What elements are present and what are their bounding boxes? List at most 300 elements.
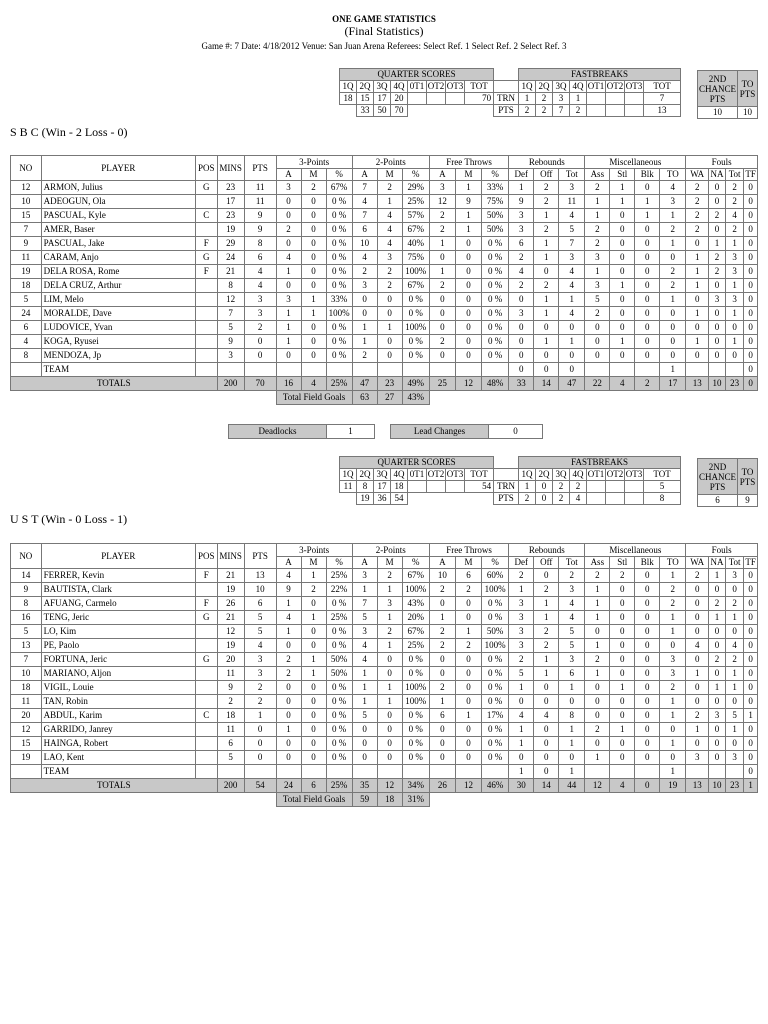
fastbreak-pts [625, 493, 644, 505]
fastbreak-head: OT2 [606, 469, 624, 479]
stat-cell: 1 [377, 639, 402, 653]
stat-cell: 1 [559, 681, 585, 695]
fastbreak-trn: 0 [536, 481, 553, 493]
stat-cell: C [196, 709, 218, 723]
stat-cell: 7 [217, 307, 244, 321]
stat-cell: 7 [11, 223, 42, 237]
stat-cell: 2 [585, 307, 610, 321]
subhead-pct: % [402, 557, 429, 569]
stat-cell: 0 % [402, 349, 429, 363]
stat-cell: 0 [377, 667, 402, 681]
stat-cell: 33% [326, 293, 352, 307]
stat-cell [429, 765, 455, 779]
stat-cell: 0 [429, 667, 455, 681]
total-cell: 25% [326, 377, 352, 391]
stat-cell: 0 [585, 321, 610, 335]
stat-cell: 1 [276, 625, 301, 639]
stat-cell: 50% [482, 223, 509, 237]
stat-cell: 0 [744, 723, 758, 737]
fastbreak-head: OT3 [625, 81, 643, 91]
fastbreak-pts: 13 [644, 105, 681, 117]
stat-cell: 3 [726, 265, 744, 279]
stat-cell: 24 [217, 251, 244, 265]
stat-cell: 1 [455, 625, 481, 639]
subhead-na: NA [709, 169, 726, 181]
stat-cell: 0 % [326, 737, 352, 751]
quarter-score: 18 [340, 93, 357, 105]
stat-cell: 0 [559, 363, 585, 377]
fastbreak-head: TOT [644, 81, 681, 93]
stat-cell [196, 363, 218, 377]
total-cell: 4 [610, 377, 635, 391]
stat-cell: 0 [276, 639, 301, 653]
stat-cell: 0 [429, 293, 455, 307]
stat-cell: 8 [11, 597, 42, 611]
table-row [11, 709, 758, 723]
stat-cell: 1 [377, 195, 402, 209]
stat-cell [196, 667, 218, 681]
stat-cell: 4 [559, 307, 585, 321]
stat-cell: 2 [686, 181, 709, 195]
stat-cell: 5 [585, 293, 610, 307]
stat-cell: 2 [709, 265, 726, 279]
stat-cell: 4 [559, 611, 585, 625]
stat-cell: 2 [585, 569, 610, 583]
total-cell: 48% [482, 377, 509, 391]
stat-cell: 6 [11, 321, 42, 335]
stat-cell: 0 [744, 307, 758, 321]
table-row [11, 625, 758, 639]
stat-cell: 4 [686, 639, 709, 653]
stat-cell: 4 [559, 209, 585, 223]
stat-cell: 0 [429, 751, 455, 765]
stat-cell: 0 [534, 349, 559, 363]
stat-cell: 2 [429, 639, 455, 653]
cumulative-score: 36 [374, 493, 391, 505]
stat-cell: 5 [559, 625, 585, 639]
subhead-ass: Ass [585, 557, 610, 569]
trn-label: TRN [494, 481, 519, 493]
stat-cell: 3 [726, 751, 744, 765]
quarter-score [446, 481, 465, 493]
stat-cell: 2 [709, 251, 726, 265]
stat-cell: 4 [726, 639, 744, 653]
stat-cell: 1 [509, 181, 534, 195]
stat-cell: 2 [686, 195, 709, 209]
fastbreaks-table [493, 456, 681, 505]
stat-cell: 0 [455, 751, 481, 765]
stat-cell: 0 [244, 349, 276, 363]
stat-cell: 7 [352, 209, 377, 223]
stat-cell: 3 [244, 307, 276, 321]
stat-cell: 0 [610, 293, 635, 307]
stat-cell: 3 [559, 251, 585, 265]
stat-cell: 10 [352, 237, 377, 251]
stat-cell: 3 [244, 653, 276, 667]
stat-cell: 0 [455, 611, 481, 625]
stat-cell: 12 [217, 625, 244, 639]
stat-cell: 0 [709, 321, 726, 335]
stat-cell: 1 [610, 335, 635, 349]
stat-cell: 50% [326, 667, 352, 681]
stat-cell [11, 765, 42, 779]
stat-cell: 0 [686, 583, 709, 597]
stat-cell: 2 [660, 279, 686, 293]
subhead-na: NA [709, 557, 726, 569]
stat-cell [196, 279, 218, 293]
stat-cell: 0 [301, 597, 326, 611]
stat-cell: 0 [610, 237, 635, 251]
second-chance-value: 10 [698, 107, 738, 119]
stat-cell: 18 [11, 681, 42, 695]
stat-cell: 0 [301, 737, 326, 751]
stat-cell: 0 [744, 625, 758, 639]
stat-cell: 0 [610, 625, 635, 639]
stat-cell: 100% [402, 681, 429, 695]
stat-cell: 2 [429, 625, 455, 639]
stat-cell: 2 [429, 681, 455, 695]
stat-cell: 2 [301, 181, 326, 195]
total-cell: 14 [534, 779, 559, 793]
stat-cell: 1 [709, 611, 726, 625]
col-mins: MINS [217, 544, 244, 569]
stat-cell: 25% [326, 611, 352, 625]
stat-cell: 0 % [326, 321, 352, 335]
fastbreak-trn [625, 93, 644, 105]
stat-cell: 3 [509, 625, 534, 639]
stat-cell: 0 [585, 737, 610, 751]
stat-cell: 2 [509, 251, 534, 265]
stat-cell: 1 [534, 251, 559, 265]
quarter-score [446, 93, 465, 105]
stat-cell: 19 [217, 639, 244, 653]
stat-cell [377, 765, 402, 779]
stat-cell: 1 [301, 611, 326, 625]
player-name: FORTUNA, Jeric [41, 653, 195, 667]
stat-cell: 3 [509, 223, 534, 237]
subhead-tot: Tot [559, 557, 585, 569]
table-row [11, 569, 758, 583]
stat-cell: 15 [11, 737, 42, 751]
stat-cell: 40% [402, 237, 429, 251]
stat-cell: 3 [509, 611, 534, 625]
table-row [11, 681, 758, 695]
stat-cell: 3 [686, 751, 709, 765]
stat-cell [217, 363, 244, 377]
stat-cell: 1 [585, 751, 610, 765]
stat-cell [196, 335, 218, 349]
quarter-score [408, 481, 427, 493]
stat-cell: 0 [709, 639, 726, 653]
player-name: BAUTISTA, Clark [41, 583, 195, 597]
stat-cell: 0 [726, 583, 744, 597]
stat-cell: 0 [301, 195, 326, 209]
table-row [11, 223, 758, 237]
player-name: TAN, Robin [41, 695, 195, 709]
fastbreak-pts [587, 493, 606, 505]
col-fouls: Fouls [686, 156, 758, 169]
col-no: NO [11, 156, 42, 181]
table-row [11, 597, 758, 611]
stat-cell: 1 [352, 667, 377, 681]
stat-cell: 29 [217, 237, 244, 251]
stat-cell: 0 [509, 349, 534, 363]
second-chance-table [697, 70, 758, 119]
stat-cell: 2 [509, 569, 534, 583]
stat-cell: 3 [244, 667, 276, 681]
total-cell: 12 [455, 377, 481, 391]
total-cell: 30 [509, 779, 534, 793]
stat-cell: 0 [429, 737, 455, 751]
stat-cell: F [196, 597, 218, 611]
stat-cell: 9 [217, 681, 244, 695]
stat-cell: 2 [585, 237, 610, 251]
stat-cell: 1 [559, 335, 585, 349]
stat-cell: 0 % [326, 751, 352, 765]
total-cell: 19 [660, 779, 686, 793]
quarter-head: 1Q [340, 469, 357, 481]
stat-cell: 0 [744, 209, 758, 223]
stat-cell: 0 [709, 349, 726, 363]
subhead-tf: TF [745, 557, 756, 567]
stat-cell: 0 [534, 723, 559, 737]
subhead-off: Off [534, 169, 559, 181]
stat-cell: 1 [301, 653, 326, 667]
quarter-head: TOT [465, 469, 494, 481]
stat-cell: 3 [509, 307, 534, 321]
stat-cell: 1 [709, 237, 726, 251]
stat-cell: 5 [217, 321, 244, 335]
stat-cell: 0 [709, 335, 726, 349]
table-row [11, 639, 758, 653]
player-stats-table [10, 155, 758, 405]
stat-cell: 19 [217, 583, 244, 597]
stat-cell: 0 % [402, 723, 429, 737]
stat-cell: 2 [534, 639, 559, 653]
stat-cell: 3 [429, 181, 455, 195]
stat-cell: 3 [726, 251, 744, 265]
stat-cell: 0 [709, 307, 726, 321]
subhead-to: TO [660, 169, 686, 181]
table-row [11, 321, 758, 335]
stat-cell: 0 [686, 681, 709, 695]
subhead-to: TO [660, 557, 686, 569]
player-name: MENDOZA, Jp [41, 349, 195, 363]
lead-changes-value: 0 [489, 425, 543, 439]
stat-cell: 3 [377, 251, 402, 265]
stat-cell: 2 [610, 569, 635, 583]
stat-cell: 3 [509, 209, 534, 223]
stat-cell: 7 [559, 237, 585, 251]
stat-cell: 20 [217, 653, 244, 667]
stat-cell: 3 [660, 195, 686, 209]
stat-cell: 0 [244, 335, 276, 349]
stat-cell: 0 [635, 181, 660, 195]
stat-cell: 3 [585, 251, 610, 265]
deadlocks-label: Deadlocks [229, 425, 327, 439]
stat-cell: 0 [686, 611, 709, 625]
stat-cell: 1 [559, 293, 585, 307]
stat-cell: 100% [402, 695, 429, 709]
stat-cell: 1 [559, 737, 585, 751]
pts-label: PTS [494, 105, 519, 117]
stat-cell: 1 [585, 265, 610, 279]
stat-cell: 1 [534, 237, 559, 251]
col-no: NO [11, 544, 42, 569]
stat-cell [585, 363, 610, 377]
stat-cell: 67% [402, 279, 429, 293]
total-fg-value: 43% [402, 391, 429, 405]
stat-cell: 0 [635, 265, 660, 279]
player-name: LO, Kim [41, 625, 195, 639]
stat-cell: 0 [509, 695, 534, 709]
stat-cell: 2 [726, 181, 744, 195]
stat-cell [726, 363, 744, 377]
total-fg-value: 31% [402, 793, 429, 807]
stat-cell: 3 [509, 597, 534, 611]
quarter-score: 70 [465, 93, 494, 105]
stat-cell: 7 [352, 597, 377, 611]
stat-cell: 0 [455, 737, 481, 751]
stat-cell: 0 % [482, 653, 509, 667]
stat-cell: 0 [635, 237, 660, 251]
stat-cell [352, 765, 377, 779]
stat-cell: 33% [482, 181, 509, 195]
stat-cell: 0 [744, 765, 758, 779]
stat-cell: 1 [534, 209, 559, 223]
total-cell: 26 [429, 779, 455, 793]
stat-cell: 0 [534, 695, 559, 709]
stat-cell: 1 [429, 237, 455, 251]
quarter-scores-header: QUARTER SCORES [340, 457, 494, 469]
subhead-pct: % [326, 557, 352, 569]
stat-cell: 4 [509, 709, 534, 723]
stat-cell: 4 [377, 223, 402, 237]
stat-cell: 0 [660, 723, 686, 737]
stat-cell: 0 [635, 751, 660, 765]
stat-cell: 4 [244, 265, 276, 279]
stat-cell: 6 [244, 251, 276, 265]
stat-cell: 2 [301, 583, 326, 597]
stat-cell: 1 [585, 611, 610, 625]
stat-cell: 0 [610, 737, 635, 751]
stat-cell: 1 [610, 195, 635, 209]
stat-cell: 25% [326, 569, 352, 583]
subhead-stl: Stl [610, 557, 635, 569]
stat-cell: 0 [352, 737, 377, 751]
stat-cell: 11 [244, 181, 276, 195]
quarter-score [427, 481, 446, 493]
stat-cell: 8 [11, 349, 42, 363]
stat-cell: 100% [482, 639, 509, 653]
col-two-points: 2-Points [352, 156, 429, 169]
stat-cell: 1 [534, 653, 559, 667]
stat-cell: 4 [377, 237, 402, 251]
stat-cell: 2 [534, 625, 559, 639]
stat-cell: G [196, 611, 218, 625]
total-cell: 34% [402, 779, 429, 793]
stat-cell [196, 625, 218, 639]
deadlocks-table [228, 424, 543, 439]
stat-cell: 2 [534, 583, 559, 597]
team-title: S B C (Win - 2 Loss - 0) [10, 125, 128, 139]
stat-cell: 0 [244, 751, 276, 765]
table-row [11, 251, 758, 265]
stat-cell: 1 [660, 293, 686, 307]
subhead-m: M [377, 557, 402, 569]
stat-cell: 0 [744, 569, 758, 583]
quarter-score: 18 [391, 481, 408, 493]
quarter-head: OT3 [446, 81, 464, 91]
stat-cell: 0 [610, 251, 635, 265]
stat-cell: 0 % [402, 335, 429, 349]
col-misc: Miscellaneous [585, 544, 686, 557]
stat-cell: 0 [709, 181, 726, 195]
stat-cell: 13 [244, 569, 276, 583]
stat-cell: 0 [610, 639, 635, 653]
total-cell: 33 [509, 377, 534, 391]
stat-cell: 11 [244, 195, 276, 209]
total-cell: 14 [534, 377, 559, 391]
table-row [11, 583, 758, 597]
total-cell: 25% [326, 779, 352, 793]
stat-cell: 1 [352, 681, 377, 695]
stat-cell [217, 765, 244, 779]
total-cell: 10 [709, 779, 726, 793]
stat-cell: 0 % [326, 335, 352, 349]
stat-cell: 0 % [326, 349, 352, 363]
stat-cell: 1 [660, 363, 686, 377]
stat-cell: 9 [455, 195, 481, 209]
subhead-ass: Ass [585, 169, 610, 181]
stat-cell: 2 [377, 265, 402, 279]
col-three-points: 3-Points [276, 156, 352, 169]
stat-cell: 0 [744, 667, 758, 681]
stat-cell: 21 [217, 611, 244, 625]
stat-cell: 9 [217, 335, 244, 349]
player-name: AMER, Baser [41, 223, 195, 237]
stat-cell: 1 [709, 681, 726, 695]
stat-cell: 3 [726, 293, 744, 307]
stat-cell: 0 [744, 335, 758, 349]
stat-cell: 0 [301, 681, 326, 695]
stat-cell [402, 765, 429, 779]
stat-cell: 2 [455, 583, 481, 597]
stat-cell: 1 [726, 237, 744, 251]
stat-cell: 3 [276, 293, 301, 307]
stat-cell: 1 [686, 667, 709, 681]
quarter-head: 3Q [374, 469, 391, 481]
col-free-throws: Free Throws [429, 544, 508, 557]
stat-cell: 0 [709, 751, 726, 765]
stat-cell: 0 [744, 611, 758, 625]
player-name: PE, Paolo [41, 639, 195, 653]
stat-cell: 18 [217, 709, 244, 723]
stat-cell: 0 % [482, 335, 509, 349]
stat-cell: 1 [585, 597, 610, 611]
stat-cell: 1 [585, 195, 610, 209]
stat-cell: 19 [217, 223, 244, 237]
fastbreaks-table [493, 68, 681, 117]
stat-cell: 2 [709, 597, 726, 611]
totals-row [11, 377, 758, 391]
total-cell: 23 [726, 377, 744, 391]
stat-cell: 9 [509, 195, 534, 209]
stat-cell: 1 [244, 709, 276, 723]
stat-cell [301, 765, 326, 779]
stat-cell: 1 [709, 569, 726, 583]
stat-cell: 1 [377, 681, 402, 695]
